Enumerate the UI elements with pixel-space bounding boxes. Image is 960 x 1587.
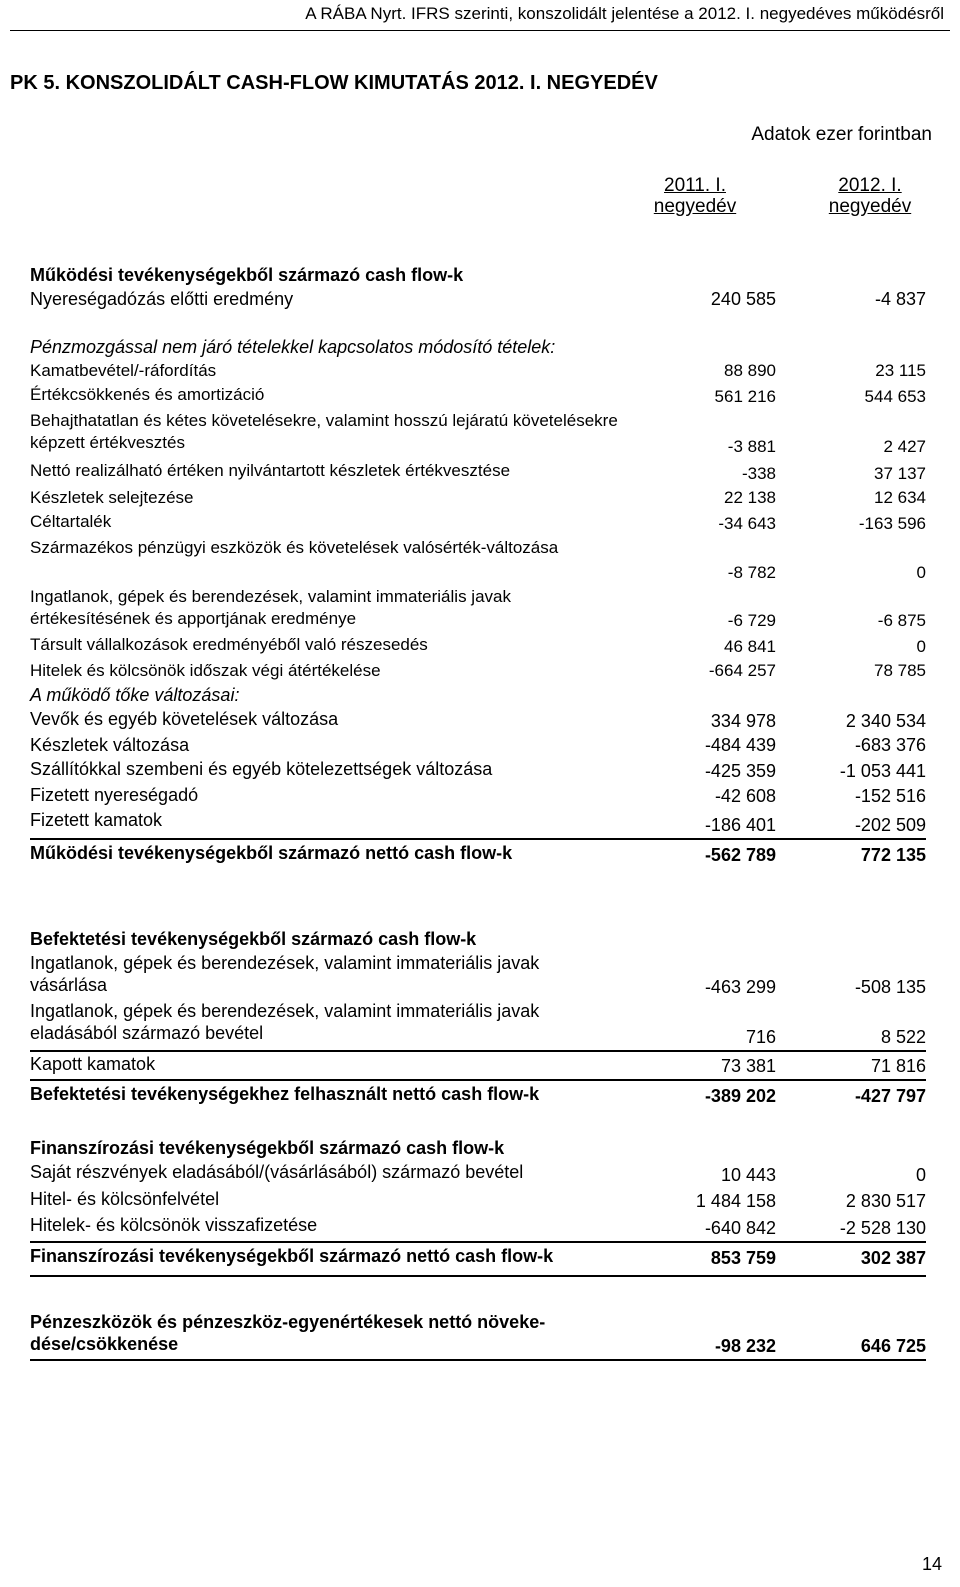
value-2011: -463 299 [704, 977, 776, 997]
value-2012: 0 [916, 637, 926, 656]
investing-section-title: Befektetési tevékenységekből származó cash flow-k [30, 929, 477, 949]
page-number: 14 [921, 1554, 942, 1574]
column-header-2011 [635, 175, 755, 217]
table-row [30, 460, 926, 487]
value-2011: 853 759 [710, 1248, 776, 1268]
value-2011: 240 585 [710, 289, 776, 309]
column-header-2012-line2: negyedév [828, 196, 912, 217]
value-2012: 0 [916, 563, 926, 582]
value-2011: -664 257 [708, 661, 776, 680]
value-2012: -2 528 130 [839, 1218, 926, 1238]
table-row [30, 537, 926, 586]
value-2012: 2 427 [883, 437, 926, 456]
table-row [30, 758, 926, 784]
table-row [30, 1214, 926, 1241]
table-row [30, 660, 926, 684]
bottom-rule [30, 1359, 926, 1361]
adjustments-heading: Pénzmozgással nem járó tételekkel kapcsolatos módosító tételek: [30, 337, 556, 357]
row-label: Pénzeszközök és pénzeszköz-egyenértékesek nettó növeke-dése/csökkenése [30, 1312, 546, 1354]
table-row [30, 708, 926, 734]
net-change-row [30, 1311, 926, 1359]
value-2011: 561 216 [714, 387, 776, 406]
value-2012: -508 135 [854, 977, 926, 997]
value-2011: -6 729 [727, 611, 776, 630]
row-label: Készletek változása [30, 735, 190, 755]
row-label: Saját részvények eladásából/(vásárlásából) származó bevétel [30, 1162, 524, 1182]
table-row [30, 511, 926, 537]
row-label: Hitelek- és kölcsönök visszafizetése [30, 1215, 318, 1235]
row-label: Ingatlanok, gépek és berendezések, valamint immateriális javak értékesítésének és apportjának eredménye [30, 587, 511, 628]
table-row [30, 1000, 926, 1050]
table-row [30, 360, 926, 384]
row-label: Készletek selejtezése [30, 488, 194, 507]
value-2012: -152 516 [854, 786, 926, 806]
value-2011: 1 484 158 [695, 1191, 776, 1211]
table-row [30, 1161, 926, 1188]
column-header-2012-line1: 2012. I. [838, 175, 902, 196]
value-2011: -42 608 [714, 786, 776, 806]
table-row [30, 734, 926, 758]
row-label: Kamatbevétel/-ráfordítás [30, 361, 217, 380]
value-2011: 46 841 [724, 637, 776, 656]
row-label: Működési tevékenységekből származó nettó cash flow-k [30, 843, 513, 863]
cash-flow-table [30, 264, 926, 1361]
value-2012: 12 634 [874, 488, 926, 507]
column-header-2012 [810, 175, 930, 217]
value-2012: 78 785 [874, 661, 926, 680]
row-label: Vevők és egyéb követelések változása [30, 709, 339, 729]
row-label: Ingatlanok, gépek és berendezések, valamint immateriális javak vásárlása [30, 953, 540, 995]
value-2011: 88 890 [724, 361, 776, 380]
unit-note: Adatok ezer forintban [751, 124, 932, 145]
row-label: Nettó realizálható értéken nyilvántartott készletek értékvesztése [30, 461, 511, 480]
row-label: Társult vállalkozások eredményéből való részesedés [30, 635, 428, 654]
row-label: Nyereségadózás előtti eredmény [30, 289, 294, 309]
value-2012: 772 135 [860, 845, 926, 865]
table-row [30, 1050, 926, 1079]
row-label: Értékcsökkenés és amortizáció [30, 385, 265, 404]
table-row [30, 809, 926, 838]
value-2012: -4 837 [874, 289, 926, 309]
value-2011: -389 202 [704, 1086, 776, 1106]
value-2012: 544 653 [864, 387, 926, 406]
row-label: Fizetett kamatok [30, 810, 163, 830]
table-row [30, 1188, 926, 1214]
value-2011: -8 782 [727, 563, 776, 582]
running-header: A RÁBA Nyrt. IFRS szerinti, konszolidált jelentése a 2012. I. negyedéves működésről [305, 4, 944, 23]
value-2011: -98 232 [714, 1336, 776, 1356]
row-label: Befektetési tevékenységekhez felhasznált nettó cash flow-k [30, 1084, 540, 1104]
value-2011: -34 643 [718, 514, 776, 533]
row-label: Fizetett nyereségadó [30, 785, 199, 805]
value-2011: 716 [745, 1027, 776, 1047]
financing-section-title: Finanszírozási tevékenységekből származó cash flow-k [30, 1138, 505, 1158]
value-2012: 0 [915, 1165, 926, 1185]
table-row [30, 384, 926, 410]
column-header-2011-line2: negyedév [653, 196, 737, 217]
operating-section-title: Működési tevékenységekből származó cash flow-k [30, 265, 464, 285]
financing-total-row [30, 1241, 926, 1271]
table-row [30, 288, 926, 312]
value-2012: 302 387 [860, 1248, 926, 1268]
investing-total-row [30, 1079, 926, 1109]
value-2011: -640 842 [704, 1218, 776, 1238]
value-2012: 646 725 [860, 1336, 926, 1356]
row-label: Behajthatatlan és kétes követelésekre, valamint hosszú lejáratú követelésekre képzett értékvesztés [30, 411, 618, 452]
value-2012: -6 875 [877, 611, 926, 630]
row-label: Hitel- és kölcsönfelvétel [30, 1189, 220, 1209]
table-row [30, 634, 926, 660]
header-rule [10, 30, 950, 31]
value-2011: -338 [741, 464, 776, 483]
table-row [30, 410, 926, 460]
row-label: Ingatlanok, gépek és berendezések, valamint immateriális javak eladásából származó bevétel [30, 1001, 540, 1043]
table-row [30, 586, 926, 634]
value-2011: -3 881 [727, 437, 776, 456]
table-row [30, 952, 926, 1000]
working-capital-heading: A működő tőke változásai: [30, 685, 240, 705]
value-2012: 37 137 [874, 464, 926, 483]
column-header-2011-line1: 2011. I. [664, 175, 726, 196]
value-2011: -186 401 [704, 815, 776, 835]
value-2012: -163 596 [858, 514, 926, 533]
value-2012: -1 053 441 [839, 761, 926, 781]
value-2012: 23 115 [875, 361, 926, 380]
value-2012: -202 509 [854, 815, 926, 835]
value-2012: 2 340 534 [845, 711, 926, 731]
operating-total-row [30, 838, 926, 868]
value-2011: -425 359 [704, 761, 776, 781]
row-label: Finanszírozási tevékenységekből származó nettó cash flow-k [30, 1246, 554, 1266]
row-label: Céltartalék [30, 512, 112, 531]
value-2011: 22 138 [724, 488, 776, 507]
value-2011: 73 381 [720, 1056, 776, 1076]
value-2012: 2 830 517 [845, 1191, 926, 1211]
value-2011: -562 789 [704, 845, 776, 865]
page-title: PK 5. KONSZOLIDÁLT CASH-FLOW KIMUTATÁS 2012. I. NEGYEDÉV [10, 72, 658, 94]
table-row [30, 487, 926, 511]
value-2011: 334 978 [710, 711, 776, 731]
value-2012: -683 376 [854, 735, 926, 755]
value-2011: -484 439 [704, 735, 776, 755]
value-2011: 10 443 [720, 1165, 776, 1185]
value-2012: 8 522 [880, 1027, 926, 1047]
row-label: Hitelek és kölcsönök időszak végi átértékelése [30, 661, 381, 680]
row-label: Szállítókkal szembeni és egyéb kötelezettségek változása [30, 759, 493, 779]
table-row [30, 784, 926, 809]
value-2012: -427 797 [854, 1086, 926, 1106]
value-2012: 71 816 [870, 1056, 926, 1076]
row-label: Származékos pénzügyi eszközök és követelések valósérték-változása [30, 538, 559, 557]
row-label: Kapott kamatok [30, 1054, 156, 1074]
